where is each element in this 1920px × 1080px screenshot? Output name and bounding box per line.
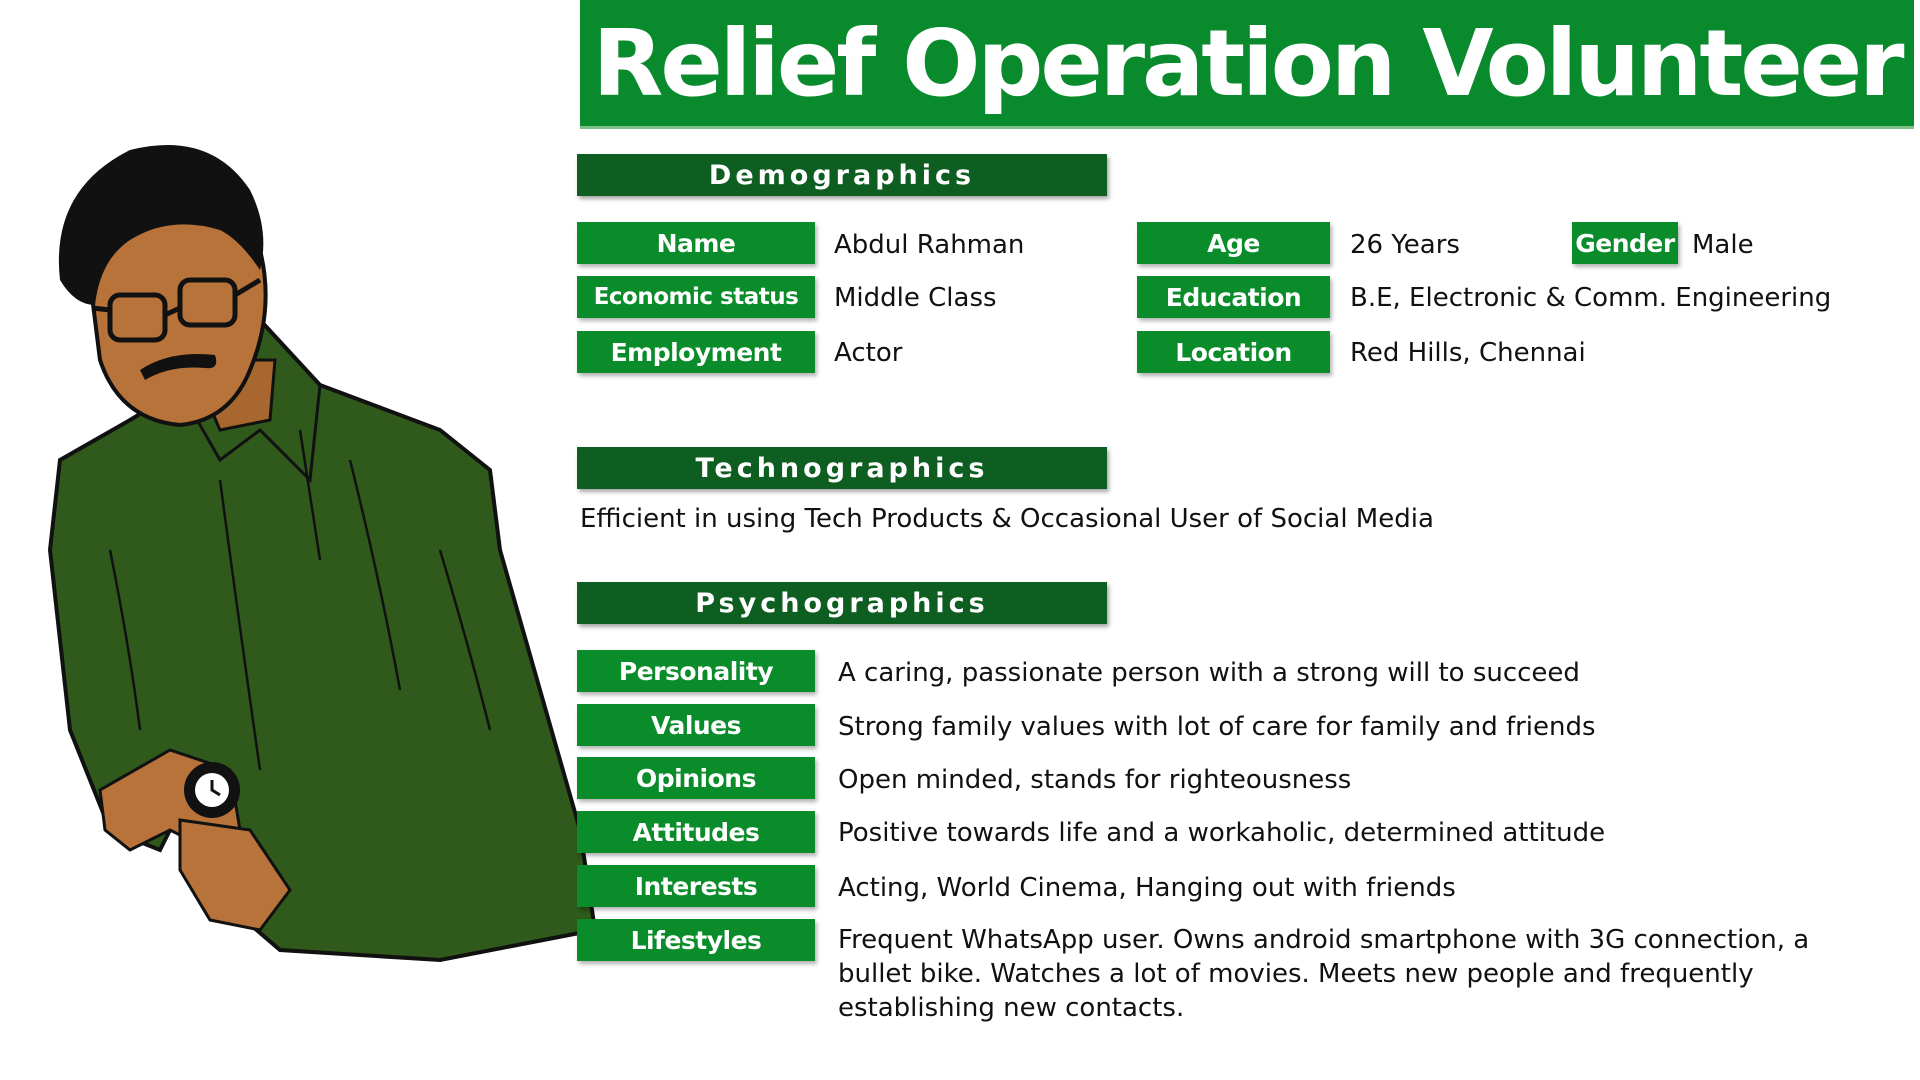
- value-lifestyles: Frequent WhatsApp user. Owns android smartphone with 3G connection, a bullet bike. Watches a lot of movies. Meets new people and frequently establishing new contacts.: [838, 925, 1810, 1023]
- title-banner: [580, 0, 1914, 129]
- label-gender: Gender: [1572, 222, 1678, 264]
- label-values: Values: [577, 704, 815, 746]
- label-opinions: Opinions: [577, 757, 815, 799]
- value-employment: Actor: [834, 338, 903, 368]
- label-employment: Employment: [577, 331, 815, 373]
- page-title: Relief Operation Volunteer: [592, 9, 1902, 117]
- section-psychographics: Psychographics: [577, 582, 1107, 624]
- label-education: Education: [1137, 276, 1330, 318]
- label-lifestyles: Lifestyles: [577, 919, 815, 961]
- value-attitudes: Positive towards life and a workaholic, determined attitude: [838, 818, 1606, 848]
- shirt: [50, 320, 595, 960]
- value-age: 26 Years: [1350, 230, 1460, 260]
- value-education: B.E, Electronic & Comm. Engineering: [1350, 283, 1832, 313]
- technographics-text: Efficient in using Tech Products & Occasional User of Social Media: [580, 504, 1434, 534]
- value-opinions: Open minded, stands for righteousness: [838, 765, 1352, 795]
- value-personality: A caring, passionate person with a strong will to succeed: [838, 658, 1580, 688]
- volunteer-illustration: [20, 130, 620, 990]
- label-location: Location: [1137, 331, 1330, 373]
- label-name: Name: [577, 222, 815, 264]
- value-gender: Male: [1692, 230, 1754, 260]
- label-interests: Interests: [577, 865, 815, 907]
- value-values: Strong family values with lot of care for family and friends: [838, 712, 1596, 742]
- value-economic-status: Middle Class: [834, 283, 997, 313]
- value-name: Abdul Rahman: [834, 230, 1025, 260]
- label-age: Age: [1137, 222, 1330, 264]
- value-location: Red Hills, Chennai: [1350, 338, 1586, 368]
- label-attitudes: Attitudes: [577, 811, 815, 853]
- value-interests: Acting, World Cinema, Hanging out with friends: [838, 873, 1456, 903]
- section-demographics: Demographics: [577, 154, 1107, 196]
- watch-icon: [184, 762, 240, 818]
- label-economic-status: Economic status: [577, 276, 815, 318]
- section-technographics: Technographics: [577, 447, 1107, 489]
- label-personality: Personality: [577, 650, 815, 692]
